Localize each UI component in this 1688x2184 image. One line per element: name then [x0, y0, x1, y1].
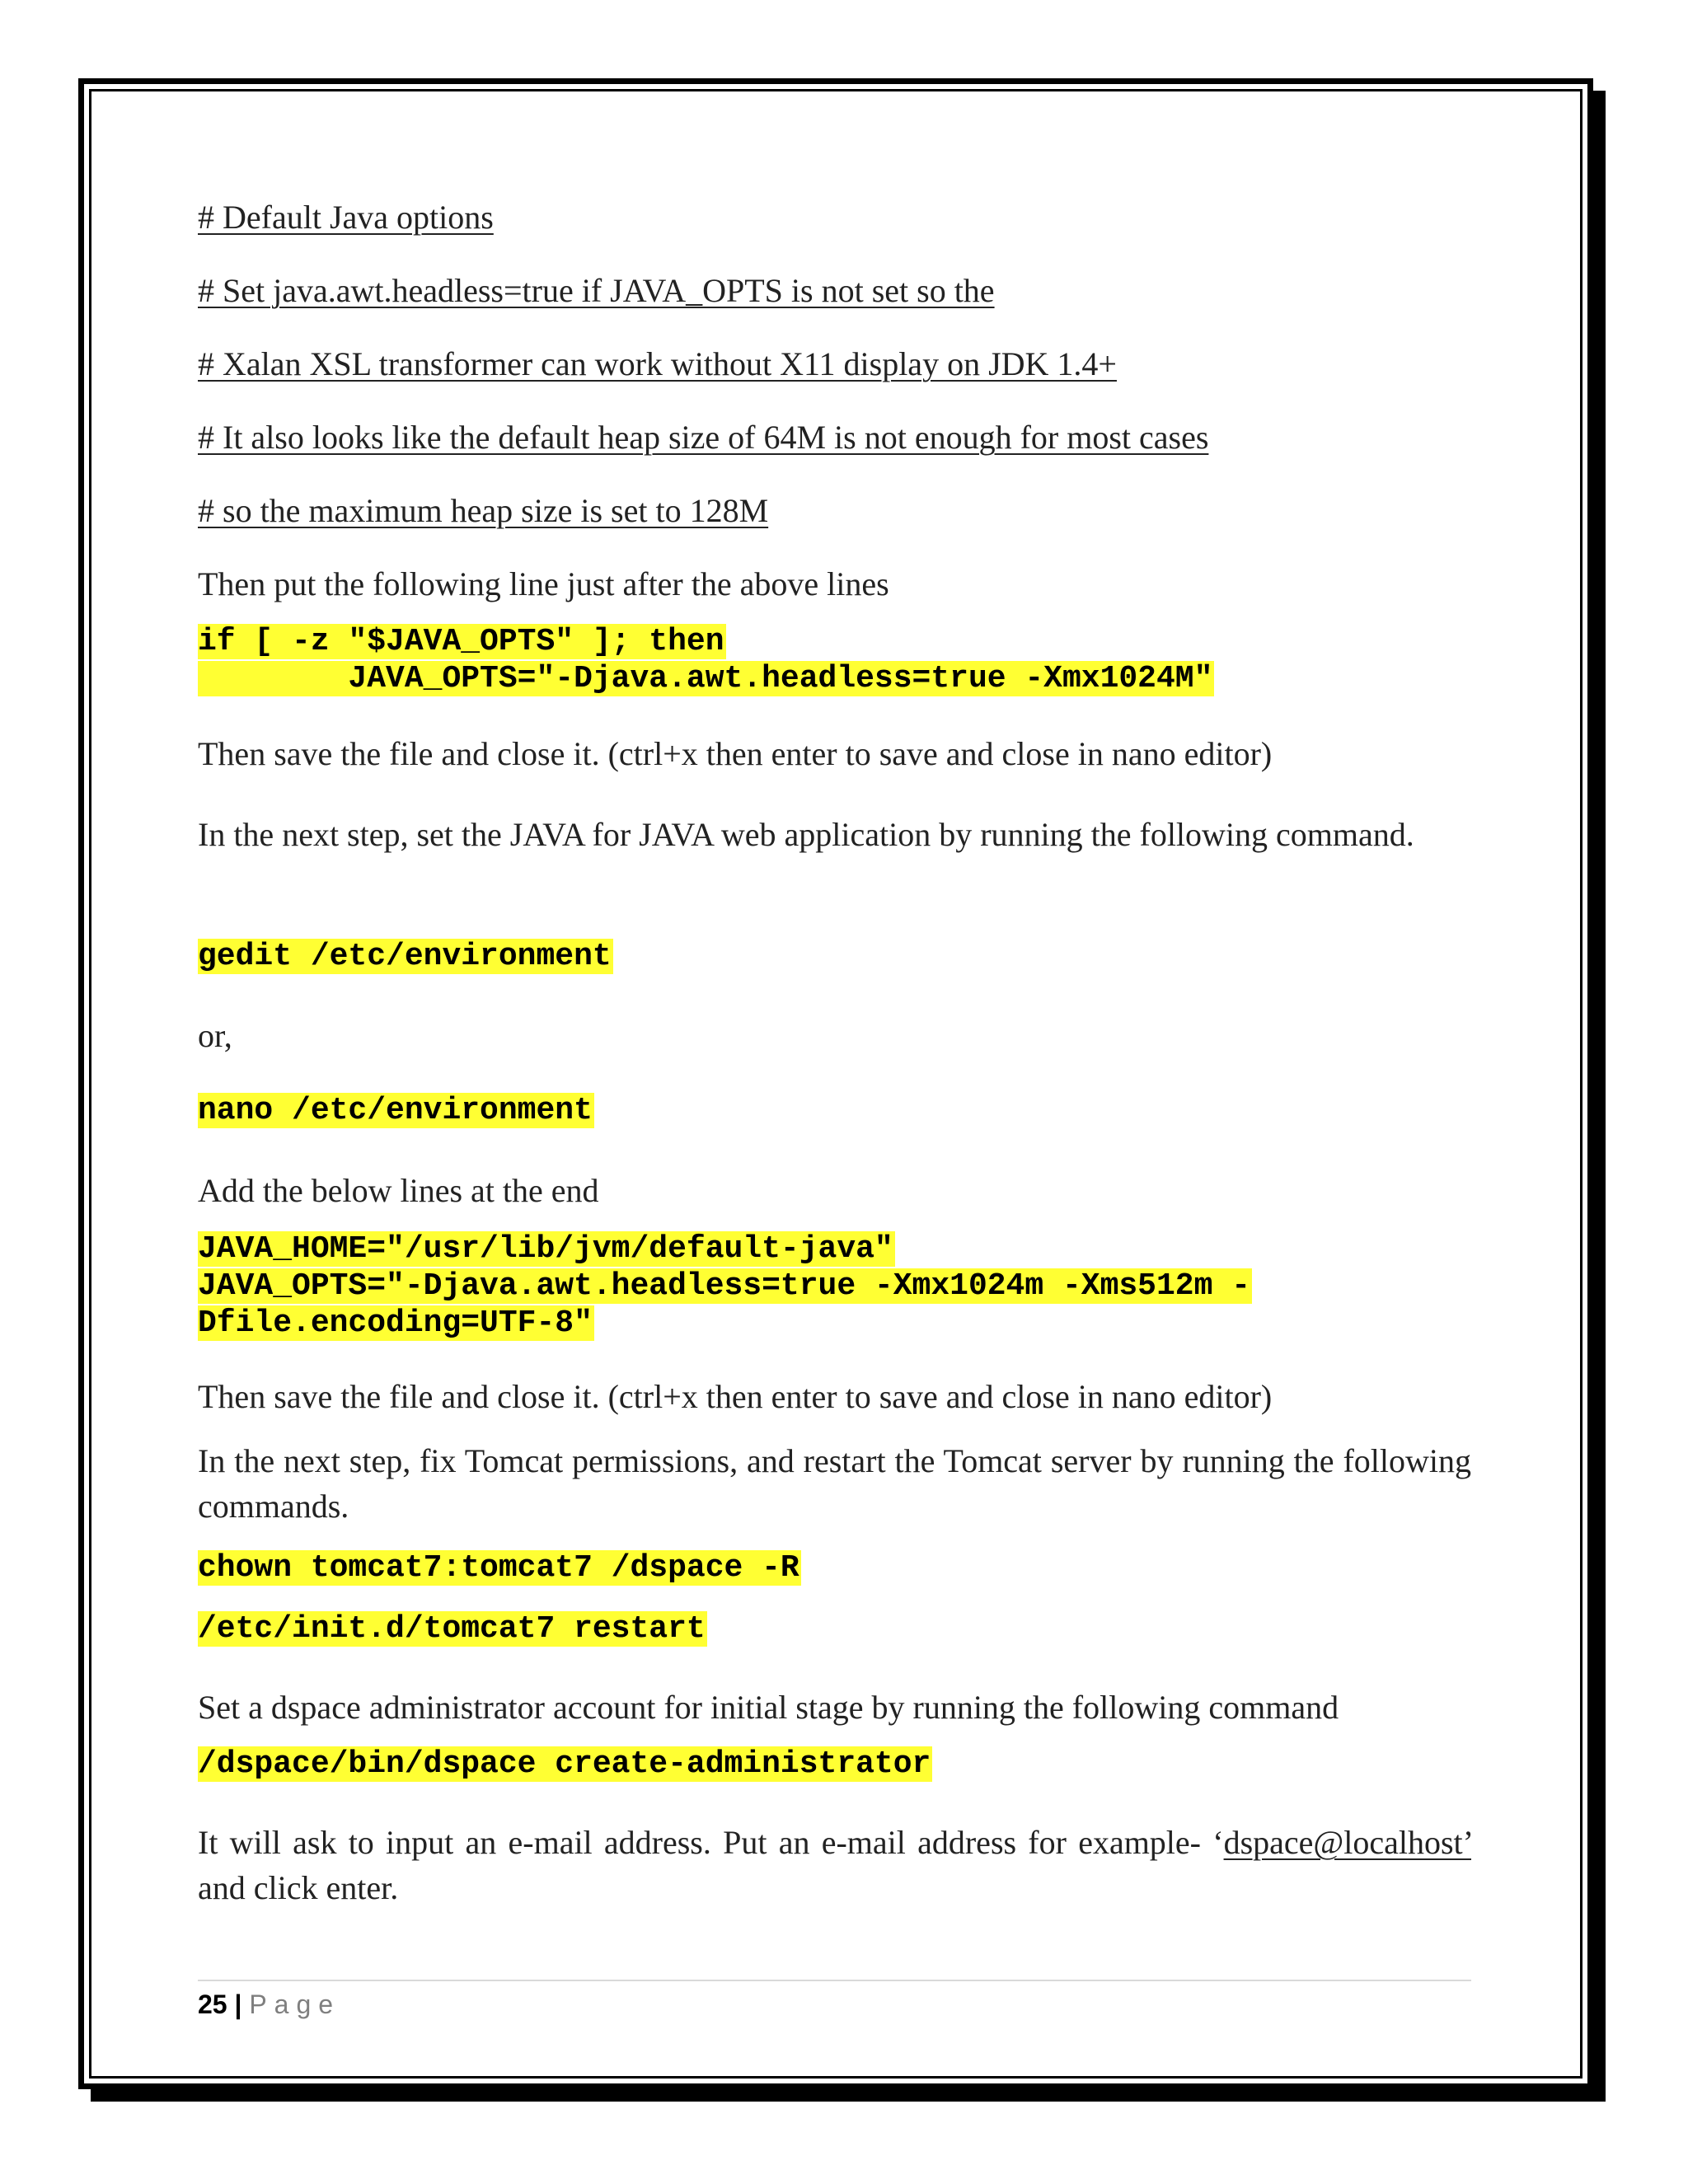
code-line: JAVA_HOME="/usr/lib/jvm/default-java" [198, 1231, 893, 1267]
comment-line-5: # so the maximum heap size is set to 128M [198, 492, 769, 529]
instruction-admin-account: Set a dspace administrator account for initial stage by running the following command [198, 1689, 1339, 1726]
instruction-add-lines: Add the below lines at the end [198, 1172, 599, 1209]
paragraph-next-step-tomcat: In the next step, fix Tomcat permissions, and restart the Tomcat server by running the following commands. [198, 1442, 1471, 1525]
page-number: 25 [198, 1990, 227, 2019]
code-block-java-opts [198, 623, 1214, 697]
page-label: Page [249, 1990, 341, 2019]
code-line: JAVA_OPTS="-Djava.awt.headless=true -Xmx1024M" [198, 661, 1213, 696]
comment-line-1: # Default Java options [198, 199, 494, 236]
comment-line-4: # It also looks like the default heap size of 64M is not enough for most cases [198, 419, 1209, 456]
code-line: JAVA_OPTS="-Djava.awt.headless=true -Xmx1024m -Xms512m - [198, 1268, 1251, 1304]
paragraph-email-prompt: It will ask to input an e-mail address. Put an e-mail address for example- ‘dspace@localhost’ and click enter. [198, 1824, 1471, 1906]
command-chown: chown tomcat7:tomcat7 /dspace -R [198, 1550, 799, 1586]
save-note-1: Then save the file and close it. (ctrl+x then enter to save and close in nano editor) [198, 735, 1273, 772]
email-example-link[interactable]: dspace@localhost’ [1223, 1824, 1471, 1861]
command-gedit: gedit /etc/environment [198, 939, 612, 974]
command-nano: nano /etc/environment [198, 1093, 593, 1128]
paragraph-next-step-java: In the next step, set the JAVA for JAVA web application by running the following command. [198, 816, 1414, 853]
save-note-2: Then save the file and close it. (ctrl+x then enter to save and close in nano editor) [198, 1378, 1273, 1415]
code-line: if [ -z "$JAVA_OPTS" ]; then [198, 624, 724, 659]
or-text: or, [198, 1017, 232, 1054]
command-create-administrator: /dspace/bin/dspace create-administrator [198, 1746, 931, 1782]
command-restart-tomcat: /etc/init.d/tomcat7 restart [198, 1611, 706, 1647]
instruction-put-line: Then put the following line just after the above lines [198, 565, 889, 602]
code-block-environment [198, 1230, 1252, 1342]
page-footer [198, 1986, 340, 2022]
footer-separator: | [234, 1990, 242, 2019]
comment-line-3: # Xalan XSL transformer can work without X11 display on JDK 1.4+ [198, 345, 1117, 382]
code-line: Dfile.encoding=UTF-8" [198, 1305, 593, 1341]
footer-divider [198, 1980, 1471, 1981]
comment-line-2: # Set java.awt.headless=true if JAVA_OPTS is not set so the [198, 272, 995, 309]
